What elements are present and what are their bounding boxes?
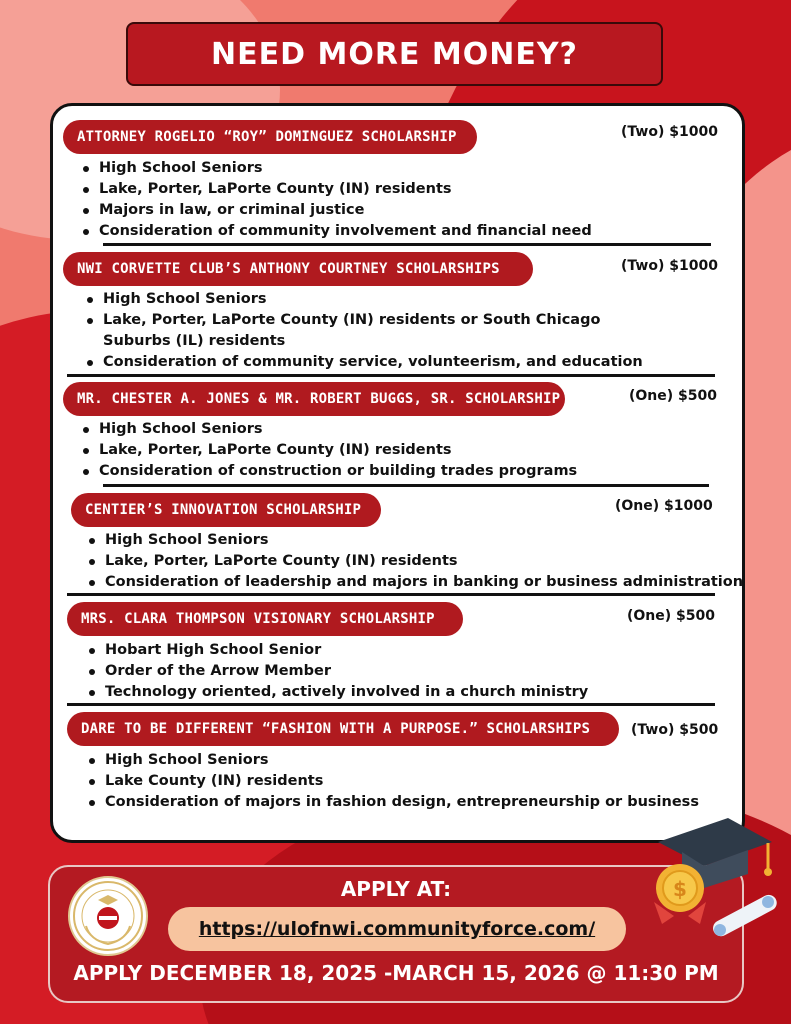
- criteria-item: Consideration of community service, volunteerism, and education: [85, 352, 643, 373]
- scholarship-name: CENTIER’S INNOVATION SCHOLARSHIP: [71, 493, 381, 527]
- scholarship-amount: (One) $1000: [615, 498, 713, 514]
- criteria-item: Consideration of leadership and majors in banking or business administration: [87, 572, 743, 593]
- criteria-item: Lake, Porter, LaPorte County (IN) residents: [81, 179, 592, 200]
- criteria-item: Lake, Porter, LaPorte County (IN) residents: [81, 440, 577, 461]
- organization-seal-icon: [68, 876, 148, 956]
- scholarship-list-card: [50, 103, 745, 843]
- svg-text:$: $: [673, 877, 687, 901]
- criteria-item: Hobart High School Senior: [87, 640, 588, 661]
- scholarship-name: MRS. CLARA THOMPSON VISIONARY SCHOLARSHIP: [67, 602, 463, 636]
- criteria-item: Lake, Porter, LaPorte County (IN) residents or South Chicago Suburbs (IL) residents: [85, 310, 625, 352]
- scholarship-criteria: [81, 158, 592, 242]
- divider: [67, 593, 715, 596]
- criteria-item: Lake County (IN) residents: [87, 771, 699, 792]
- scholarship-name: ATTORNEY ROGELIO “ROY” DOMINGUEZ SCHOLARSHIP: [63, 120, 477, 154]
- criteria-item: High School Seniors: [85, 289, 643, 310]
- criteria-item: Consideration of majors in fashion design, entrepreneurship or business: [87, 792, 699, 813]
- scholarship-amount: (Two) $1000: [621, 258, 718, 274]
- application-dates: APPLY DECEMBER 18, 2025 -MARCH 15, 2026 @ 11:30 PM: [73, 961, 719, 985]
- scholarship-criteria: [87, 750, 699, 813]
- criteria-item: Technology oriented, actively involved in a church ministry: [87, 682, 588, 703]
- criteria-item: Lake, Porter, LaPorte County (IN) residents: [87, 551, 743, 572]
- application-link[interactable]: https://ulofnwi.communityforce.com/: [198, 918, 596, 940]
- scholarship-amount: (Two) $500: [631, 722, 719, 738]
- apply-footer: [48, 865, 744, 1003]
- criteria-item: Consideration of construction or building trades programs: [81, 461, 577, 482]
- criteria-item: Consideration of community involvement and financial need: [81, 221, 592, 242]
- criteria-item: High School Seniors: [87, 750, 699, 771]
- criteria-item: Order of the Arrow Member: [87, 661, 588, 682]
- scholarship-amount: (One) $500: [627, 608, 715, 624]
- apply-at-label: APPLY AT:: [340, 877, 452, 901]
- scholarship-amount: (Two) $1000: [621, 124, 718, 140]
- scholarship-criteria: [85, 289, 643, 373]
- divider: [67, 374, 715, 377]
- scholarship-criteria: [87, 640, 588, 703]
- graduation-cap-icon: [648, 812, 778, 962]
- scholarship-name: DARE TO BE DIFFERENT “FASHION WITH A PURPOSE.” SCHOLARSHIPS: [67, 712, 619, 746]
- divider: [103, 243, 711, 246]
- scholarship-criteria: [87, 530, 743, 593]
- scholarship-name: MR. CHESTER A. JONES & MR. ROBERT BUGGS, SR. SCHOLARSHIP: [63, 382, 565, 416]
- criteria-item: High School Seniors: [81, 158, 592, 179]
- scholarship-amount: (One) $500: [629, 388, 717, 404]
- divider: [103, 484, 709, 487]
- criteria-item: High School Seniors: [87, 530, 743, 551]
- diploma-icon: [710, 892, 778, 939]
- scholarship-name: NWI CORVETTE CLUB’S ANTHONY COURTNEY SCHOLARSHIPS: [63, 252, 533, 286]
- divider: [67, 703, 715, 706]
- dollar-medal-icon: [654, 864, 706, 924]
- criteria-item: High School Seniors: [81, 419, 577, 440]
- url-box: [168, 907, 626, 951]
- scholarship-criteria: [81, 419, 577, 482]
- page-title: NEED MORE MONEY?: [126, 22, 663, 86]
- criteria-item: Majors in law, or criminal justice: [81, 200, 592, 221]
